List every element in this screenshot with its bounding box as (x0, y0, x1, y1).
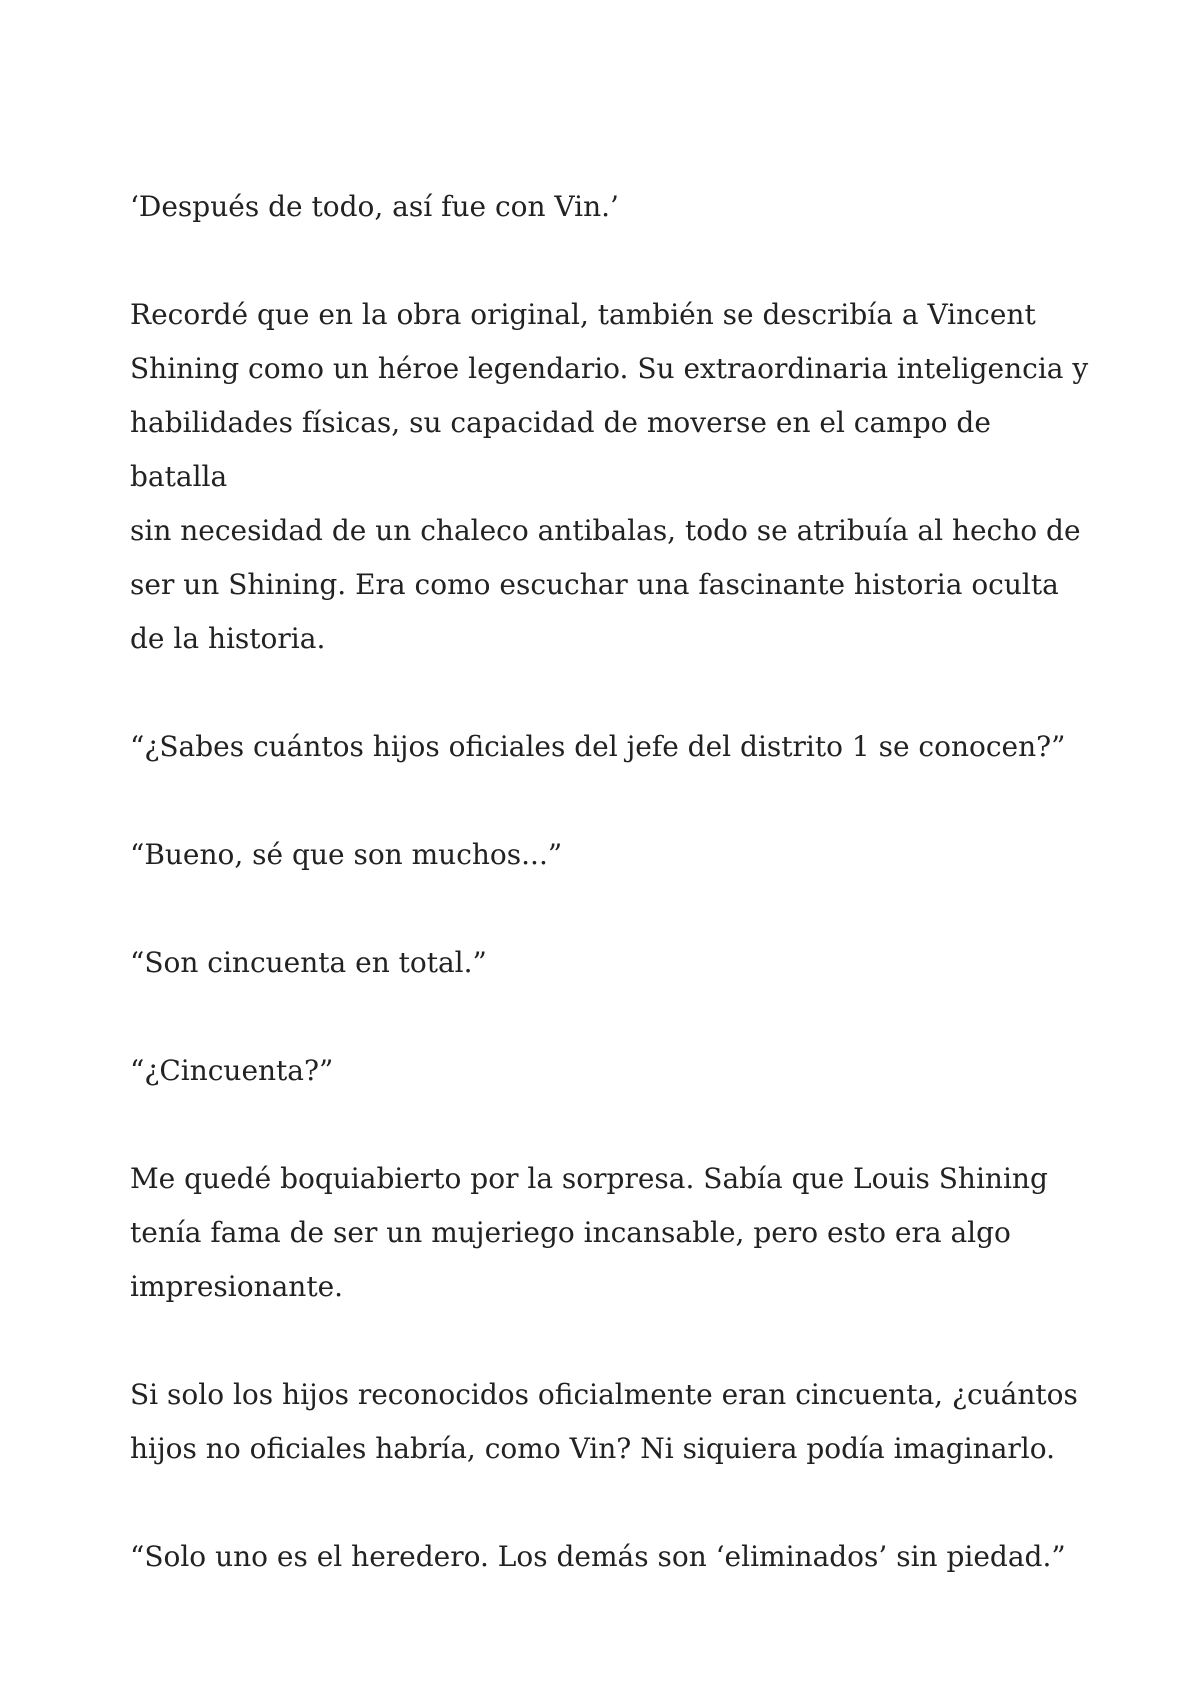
paragraph-8: Si solo los hijos reconocidos oficialmente eran cincuenta, ¿cuántos hijos no oficiales habría, como Vin? Ni siquiera podía imaginarlo. (130, 1378, 1078, 1465)
paragraph-6: “¿Cincuenta?” (130, 1054, 334, 1087)
paragraph-4: “Bueno, sé que son muchos...” (130, 838, 563, 871)
paragraph-1: ‘Después de todo, así fue con Vin.’ (130, 190, 619, 223)
paragraph-3: “¿Sabes cuántos hijos oficiales del jefe del distrito 1 se conocen?” (130, 730, 1066, 763)
paragraph-7: Me quedé boquiabierto por la sorpresa. Sabía que Louis Shining tenía fama de ser un mujeriego incansable, pero esto era algo impresionante. (130, 1162, 1048, 1303)
paragraph-9: “Solo uno es el heredero. Los demás son ‘eliminados’ sin piedad.” (130, 1540, 1066, 1573)
body-text (130, 180, 1090, 1584)
paragraph-2: Recordé que en la obra original, también se describía a Vincent Shining como un héroe legendario. Su extraordinaria inteligencia y habilidades físicas, su capacidad de moverse en el campo de batalla sin necesidad de un chaleco antibalas, todo se atribuía al hecho de ser un Shining. Era como escuchar una fascinante historia oculta de la historia. (130, 298, 1089, 655)
paragraph-5: “Son cincuenta en total.” (130, 946, 487, 979)
